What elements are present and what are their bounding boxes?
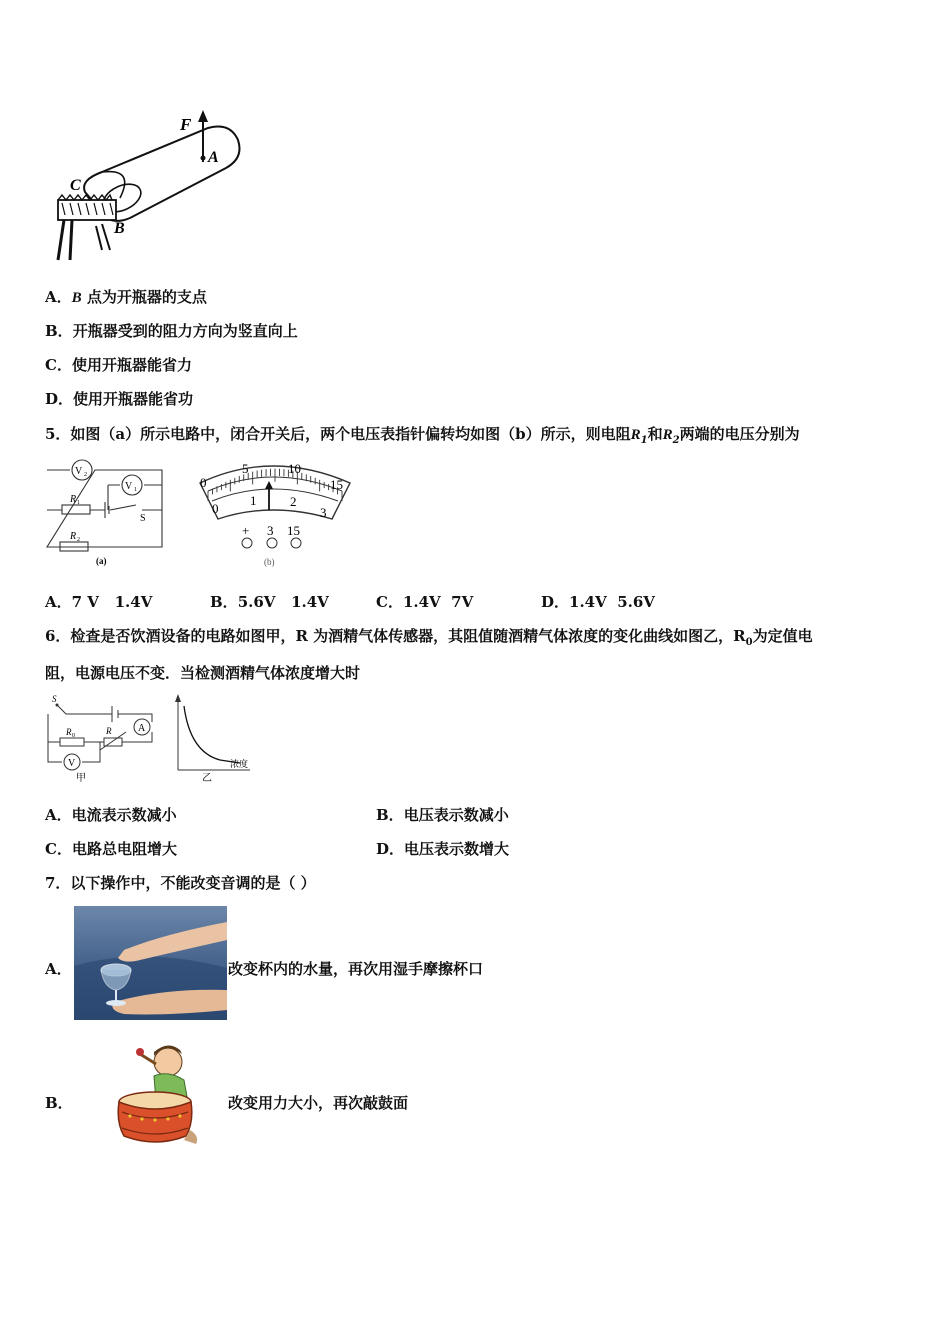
- svg-text:0: 0: [72, 733, 75, 739]
- top-scale-10: 10: [288, 461, 301, 476]
- svg-text:R: R: [106, 726, 112, 736]
- q6-option-b[interactable]: B．电压表示数减小: [376, 806, 509, 824]
- svg-text:R: R: [70, 531, 77, 542]
- q4-option-d[interactable]: D．使用开瓶器能省功: [45, 390, 194, 408]
- q5-stem: 5．如图（a）所示电路中，闭合开关后，两个电压表指针偏转均如图（b）所示，则电阻$R_1$和$R_2$两端的电压分别为: [45, 425, 800, 446]
- label-C: C: [70, 177, 81, 194]
- q7-option-b-text[interactable]: 改变用力大小，再次敲鼓面: [228, 1094, 409, 1112]
- svg-text:S: S: [140, 513, 146, 524]
- svg-text:V: V: [125, 481, 133, 492]
- top-scale-0: 0: [200, 475, 207, 490]
- q6-stem-line1: 6．检查是否饮酒设备的电路如图甲，R 为酒精气体传感器，其阻值随酒精气体浓度的变化曲线如图乙，$R_0$为定值电: [45, 627, 813, 648]
- svg-text:V: V: [68, 758, 76, 769]
- q6-option-d[interactable]: D．电压表示数增大: [376, 840, 510, 858]
- q7-option-b-letter[interactable]: B．: [45, 1094, 73, 1112]
- svg-text:A: A: [138, 723, 146, 734]
- q4-option-b[interactable]: B．开瓶器受到的阻力方向为竖直向上: [45, 322, 298, 340]
- q6-option-c[interactable]: C．电路总电阻增大: [45, 840, 177, 858]
- top-scale-15: 15: [330, 477, 343, 492]
- q7-option-a-text[interactable]: 改变杯内的水量，再次用湿手摩擦杯口: [228, 960, 484, 978]
- q5-circuit-figure: [40, 455, 175, 570]
- q5-option-d[interactable]: D．1.4V 5.6V: [541, 593, 655, 611]
- drum-cartoon: [110, 1040, 205, 1148]
- q6-caption-jia: 甲: [76, 773, 86, 784]
- q5-option-b[interactable]: B．5.6V 1.4V: [210, 593, 329, 611]
- q5-voltmeter-figure: [190, 455, 360, 570]
- q6-circuit-figure: [40, 692, 155, 784]
- bottom-scale-1: 1: [250, 493, 257, 508]
- q5-caption-a: (a): [96, 556, 107, 566]
- svg-text:S: S: [52, 694, 57, 704]
- label-B: B: [114, 220, 125, 237]
- bottom-scale-3: 3: [320, 505, 327, 520]
- q6-stem-line2: 阻，电源电压不变．当检测酒精气体浓度增大时: [45, 664, 361, 682]
- bottom-scale-2: 2: [290, 494, 297, 509]
- q6-caption-yi: 乙: [202, 773, 212, 784]
- q7-stem: 7．以下操作中，不能改变音调的是（ ）: [45, 874, 316, 892]
- svg-text:2: 2: [84, 472, 87, 478]
- label-A: A: [208, 149, 219, 166]
- top-scale-5: 5: [242, 461, 249, 476]
- bottle-opener-figure: [40, 100, 255, 265]
- terminal-15: 15: [287, 523, 300, 538]
- q5-option-c[interactable]: C．1.4V 7V: [376, 593, 474, 611]
- bottom-scale-0: 0: [212, 501, 219, 516]
- q4-option-a[interactable]: A．B 点为开瓶器的支点: [45, 288, 207, 306]
- svg-text:1: 1: [77, 500, 80, 506]
- svg-text:R: R: [70, 494, 77, 505]
- svg-text:R: R: [66, 727, 72, 737]
- glass-photo: [74, 906, 227, 1020]
- q4-option-c[interactable]: C．使用开瓶器能省力: [45, 356, 192, 374]
- terminal-plus: +: [242, 523, 250, 538]
- svg-text:V: V: [75, 466, 83, 477]
- q6-xlabel: 浓度: [230, 759, 249, 769]
- q5-caption-b: (b): [264, 557, 275, 567]
- terminal-3: 3: [267, 523, 274, 538]
- label-F: F: [180, 115, 192, 134]
- q7-option-a-letter[interactable]: A．: [45, 960, 72, 978]
- svg-text:1: 1: [134, 487, 137, 493]
- q6-option-a[interactable]: A．电流表示数减小: [45, 806, 177, 824]
- q5-option-a[interactable]: A．7 V 1.4V: [45, 593, 153, 611]
- q6-graph-figure: [168, 692, 260, 784]
- svg-text:2: 2: [77, 537, 80, 543]
